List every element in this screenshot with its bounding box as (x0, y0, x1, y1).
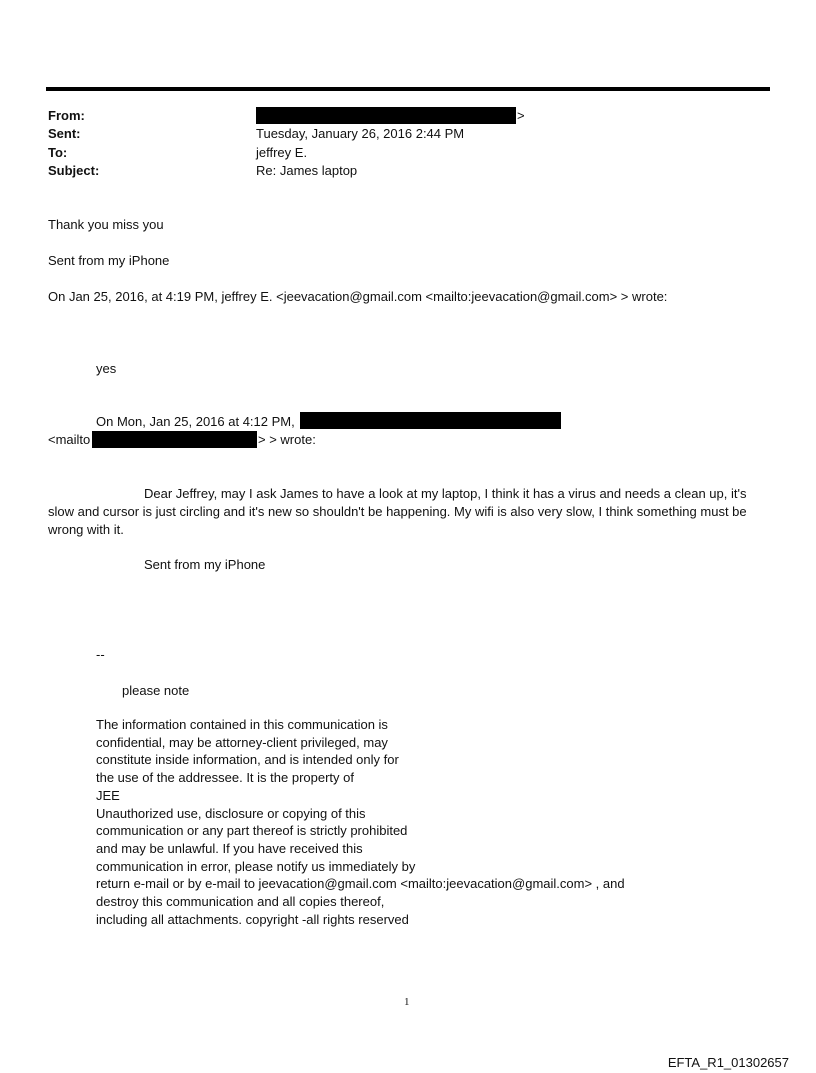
to-label: To: (48, 145, 68, 160)
redaction-sender (300, 412, 561, 429)
reply-yes: yes (96, 361, 117, 376)
quote2-intro: On Mon, Jan 25, 2016 at 4:12 PM, (96, 414, 295, 429)
disclaimer-line: including all attachments. copyright -all rights reserved (96, 911, 409, 927)
disclaimer-line: communication or any part thereof is strictly prohibited (96, 823, 408, 839)
letter-body: Dear Jeffrey, may I ask James to have a look at my laptop, I think it has a virus and needs a clean up, it's slow and cursor is just circling and it's new so shouldn't be happening. My wifi is also very slow, I think something must be wrong with it. (48, 486, 747, 537)
letter-signature: Sent from my iPhone (144, 557, 266, 572)
redaction-from (256, 107, 516, 124)
disclaimer-line: and may be unlawful. If you have received this (96, 840, 363, 856)
disclaimer-line: destroy this communication and all copies thereof, (96, 894, 385, 910)
disclaimer-line: the use of the addressee. It is the property of (96, 770, 354, 786)
bates-number: EFTA_R1_01302657 (667, 1055, 789, 1070)
disclaimer-line: confidential, may be attorney-client privileged, may (96, 734, 388, 750)
subject-value: Re: James laptop (256, 163, 358, 178)
sent-value: Tuesday, January 26, 2016 2:44 PM (256, 126, 465, 141)
body-signature: Sent from my iPhone (48, 253, 170, 268)
disclaimer-line: Unauthorized use, disclosure or copying of this (96, 805, 366, 821)
disclaimer-line: constitute inside information, and is intended only for (96, 752, 399, 768)
disclaimer-line: communication in error, please notify us immediately by (96, 858, 416, 874)
subject-label: Subject: (48, 163, 100, 178)
disclaimer-line: JEE (96, 787, 120, 803)
from-label: From: (48, 108, 85, 123)
from-suffix: > (517, 108, 525, 123)
mailto-suffix: > > wrote: (258, 432, 316, 447)
redaction-mailto (92, 431, 257, 448)
disclaimer-line: return e-mail or by e-mail to jeevacation@gmail.com <mailto:jeevacation@gmail.com> , and (96, 876, 625, 892)
header-rule (46, 87, 770, 91)
to-value: jeffrey E. (256, 145, 308, 160)
body-line-thanks: Thank you miss you (48, 217, 164, 232)
mailto-prefix: <mailto (48, 432, 91, 447)
sent-label: Sent: (48, 126, 81, 141)
page-number: 1 (404, 996, 410, 1008)
disclaimer (96, 716, 625, 928)
please-note: please note (122, 683, 190, 698)
sig-separator: -- (96, 647, 105, 662)
quote-intro: On Jan 25, 2016, at 4:19 PM, jeffrey E. <jeevacation@gmail.com <mailto:jeevacation@gmail.com> > wrote: (48, 289, 668, 304)
disclaimer-line: The information contained in this communication is (96, 717, 388, 732)
